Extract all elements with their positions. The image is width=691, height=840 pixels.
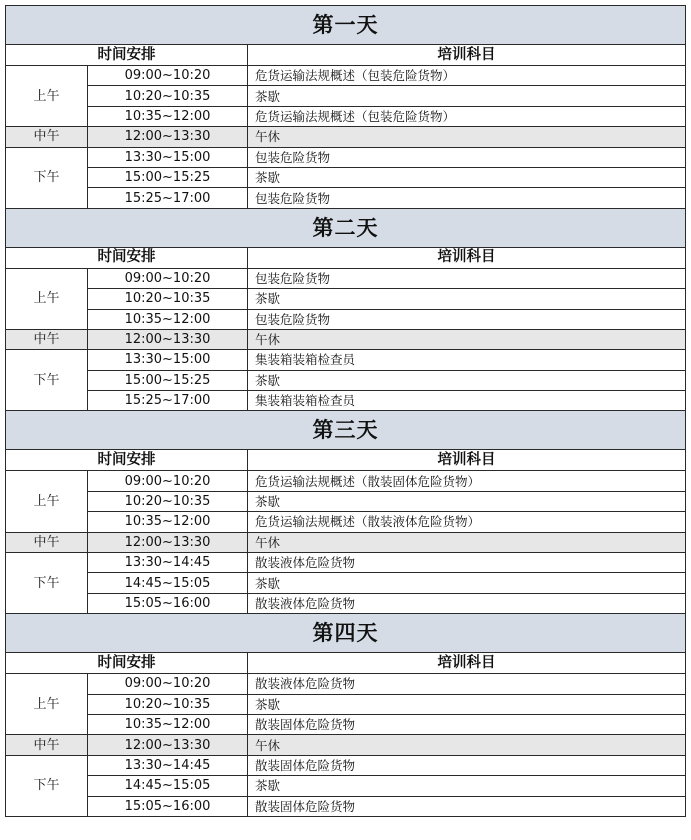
session-time: 15:25~17:00: [88, 391, 248, 411]
day-title: 第四天: [6, 614, 686, 653]
session-time: 12:00~13:30: [88, 329, 248, 349]
session-time: 10:35~12:00: [88, 106, 248, 126]
table-row: [6, 66, 686, 86]
day-title: 第一天: [6, 6, 686, 45]
session-time: 15:00~15:25: [88, 167, 248, 187]
period-label: 中午: [6, 735, 88, 755]
column-header-row: [6, 247, 686, 268]
session-subject: 午休: [248, 735, 686, 755]
session-time: 15:25~17:00: [88, 188, 248, 208]
table-row: [6, 86, 686, 106]
session-time: 12:00~13:30: [88, 127, 248, 147]
session-time: 13:30~15:00: [88, 350, 248, 370]
time-header: 时间安排: [6, 247, 248, 268]
table-row: [6, 167, 686, 187]
session-time: 10:20~10:35: [88, 491, 248, 511]
table-row: [6, 532, 686, 552]
session-subject: 午休: [248, 532, 686, 552]
session-subject: 午休: [248, 127, 686, 147]
period-label: 上午: [6, 66, 88, 127]
session-time: 12:00~13:30: [88, 735, 248, 755]
session-time: 09:00~10:20: [88, 66, 248, 86]
table-row: [6, 755, 686, 775]
session-subject: 包装危险货物: [248, 188, 686, 208]
period-label: 上午: [6, 268, 88, 329]
day-title-row: [6, 614, 686, 653]
session-subject: 包装危险货物: [248, 147, 686, 167]
session-time: 09:00~10:20: [88, 674, 248, 694]
session-subject: 茶歇: [248, 86, 686, 106]
session-subject: 散装液体危险货物: [248, 593, 686, 613]
table-row: [6, 350, 686, 370]
session-subject: 危货运输法规概述（散装液体危险货物）: [248, 512, 686, 532]
period-label: 下午: [6, 147, 88, 208]
table-row: [6, 674, 686, 694]
session-time: 14:45~15:05: [88, 573, 248, 593]
table-row: [6, 593, 686, 613]
day-title: 第三天: [6, 411, 686, 450]
table-row: [6, 147, 686, 167]
day-title: 第二天: [6, 208, 686, 247]
session-time: 10:20~10:35: [88, 289, 248, 309]
table-row: [6, 471, 686, 491]
session-subject: 散装固体危险货物: [248, 796, 686, 816]
session-subject: 茶歇: [248, 370, 686, 390]
time-header: 时间安排: [6, 450, 248, 471]
session-subject: 茶歇: [248, 289, 686, 309]
table-row: [6, 573, 686, 593]
table-row: [6, 776, 686, 796]
session-time: 10:20~10:35: [88, 86, 248, 106]
table-row: [6, 329, 686, 349]
table-row: [6, 391, 686, 411]
session-subject: 散装固体危险货物: [248, 755, 686, 775]
table-row: [6, 268, 686, 288]
table-row: [6, 735, 686, 755]
session-time: 09:00~10:20: [88, 471, 248, 491]
session-time: 13:30~15:00: [88, 147, 248, 167]
session-time: 14:45~15:05: [88, 776, 248, 796]
table-row: [6, 714, 686, 734]
table-row: [6, 106, 686, 126]
session-time: 15:05~16:00: [88, 796, 248, 816]
session-subject: 包装危险货物: [248, 268, 686, 288]
time-header: 时间安排: [6, 653, 248, 674]
session-subject: 午休: [248, 329, 686, 349]
table-row: [6, 309, 686, 329]
day-title-row: [6, 208, 686, 247]
table-row: [6, 694, 686, 714]
column-header-row: [6, 450, 686, 471]
table-row: [6, 491, 686, 511]
session-subject: 茶歇: [248, 776, 686, 796]
period-label: 中午: [6, 532, 88, 552]
session-subject: 散装固体危险货物: [248, 714, 686, 734]
period-label: 中午: [6, 127, 88, 147]
table-row: [6, 370, 686, 390]
subject-header: 培训科目: [248, 653, 686, 674]
session-subject: 茶歇: [248, 167, 686, 187]
session-subject: 集装箱装箱检查员: [248, 391, 686, 411]
day-title-row: [6, 6, 686, 45]
period-label: 下午: [6, 755, 88, 816]
subject-header: 培训科目: [248, 45, 686, 66]
session-subject: 集装箱装箱检查员: [248, 350, 686, 370]
time-header: 时间安排: [6, 45, 248, 66]
session-subject: 散装液体危险货物: [248, 553, 686, 573]
subject-header: 培训科目: [248, 247, 686, 268]
session-time: 10:20~10:35: [88, 694, 248, 714]
period-label: 中午: [6, 329, 88, 349]
column-header-row: [6, 45, 686, 66]
session-time: 13:30~14:45: [88, 755, 248, 775]
table-row: [6, 188, 686, 208]
period-label: 下午: [6, 553, 88, 614]
session-time: 15:05~16:00: [88, 593, 248, 613]
session-subject: 茶歇: [248, 573, 686, 593]
session-time: 13:30~14:45: [88, 553, 248, 573]
training-schedule-table: [5, 5, 686, 817]
session-subject: 危货运输法规概述（散装固体危险货物）: [248, 471, 686, 491]
period-label: 上午: [6, 674, 88, 735]
session-time: 12:00~13:30: [88, 532, 248, 552]
schedule-body: [6, 6, 686, 817]
session-subject: 茶歇: [248, 491, 686, 511]
table-row: [6, 553, 686, 573]
session-subject: 包装危险货物: [248, 309, 686, 329]
session-time: 10:35~12:00: [88, 714, 248, 734]
session-subject: 危货运输法规概述（包装危险货物）: [248, 66, 686, 86]
table-row: [6, 127, 686, 147]
session-subject: 茶歇: [248, 694, 686, 714]
day-title-row: [6, 411, 686, 450]
session-time: 09:00~10:20: [88, 268, 248, 288]
session-subject: 散装液体危险货物: [248, 674, 686, 694]
period-label: 上午: [6, 471, 88, 532]
table-row: [6, 289, 686, 309]
table-row: [6, 796, 686, 816]
session-time: 10:35~12:00: [88, 309, 248, 329]
session-subject: 危货运输法规概述（包装危险货物）: [248, 106, 686, 126]
session-time: 10:35~12:00: [88, 512, 248, 532]
session-time: 15:00~15:25: [88, 370, 248, 390]
subject-header: 培训科目: [248, 450, 686, 471]
table-row: [6, 512, 686, 532]
period-label: 下午: [6, 350, 88, 411]
column-header-row: [6, 653, 686, 674]
